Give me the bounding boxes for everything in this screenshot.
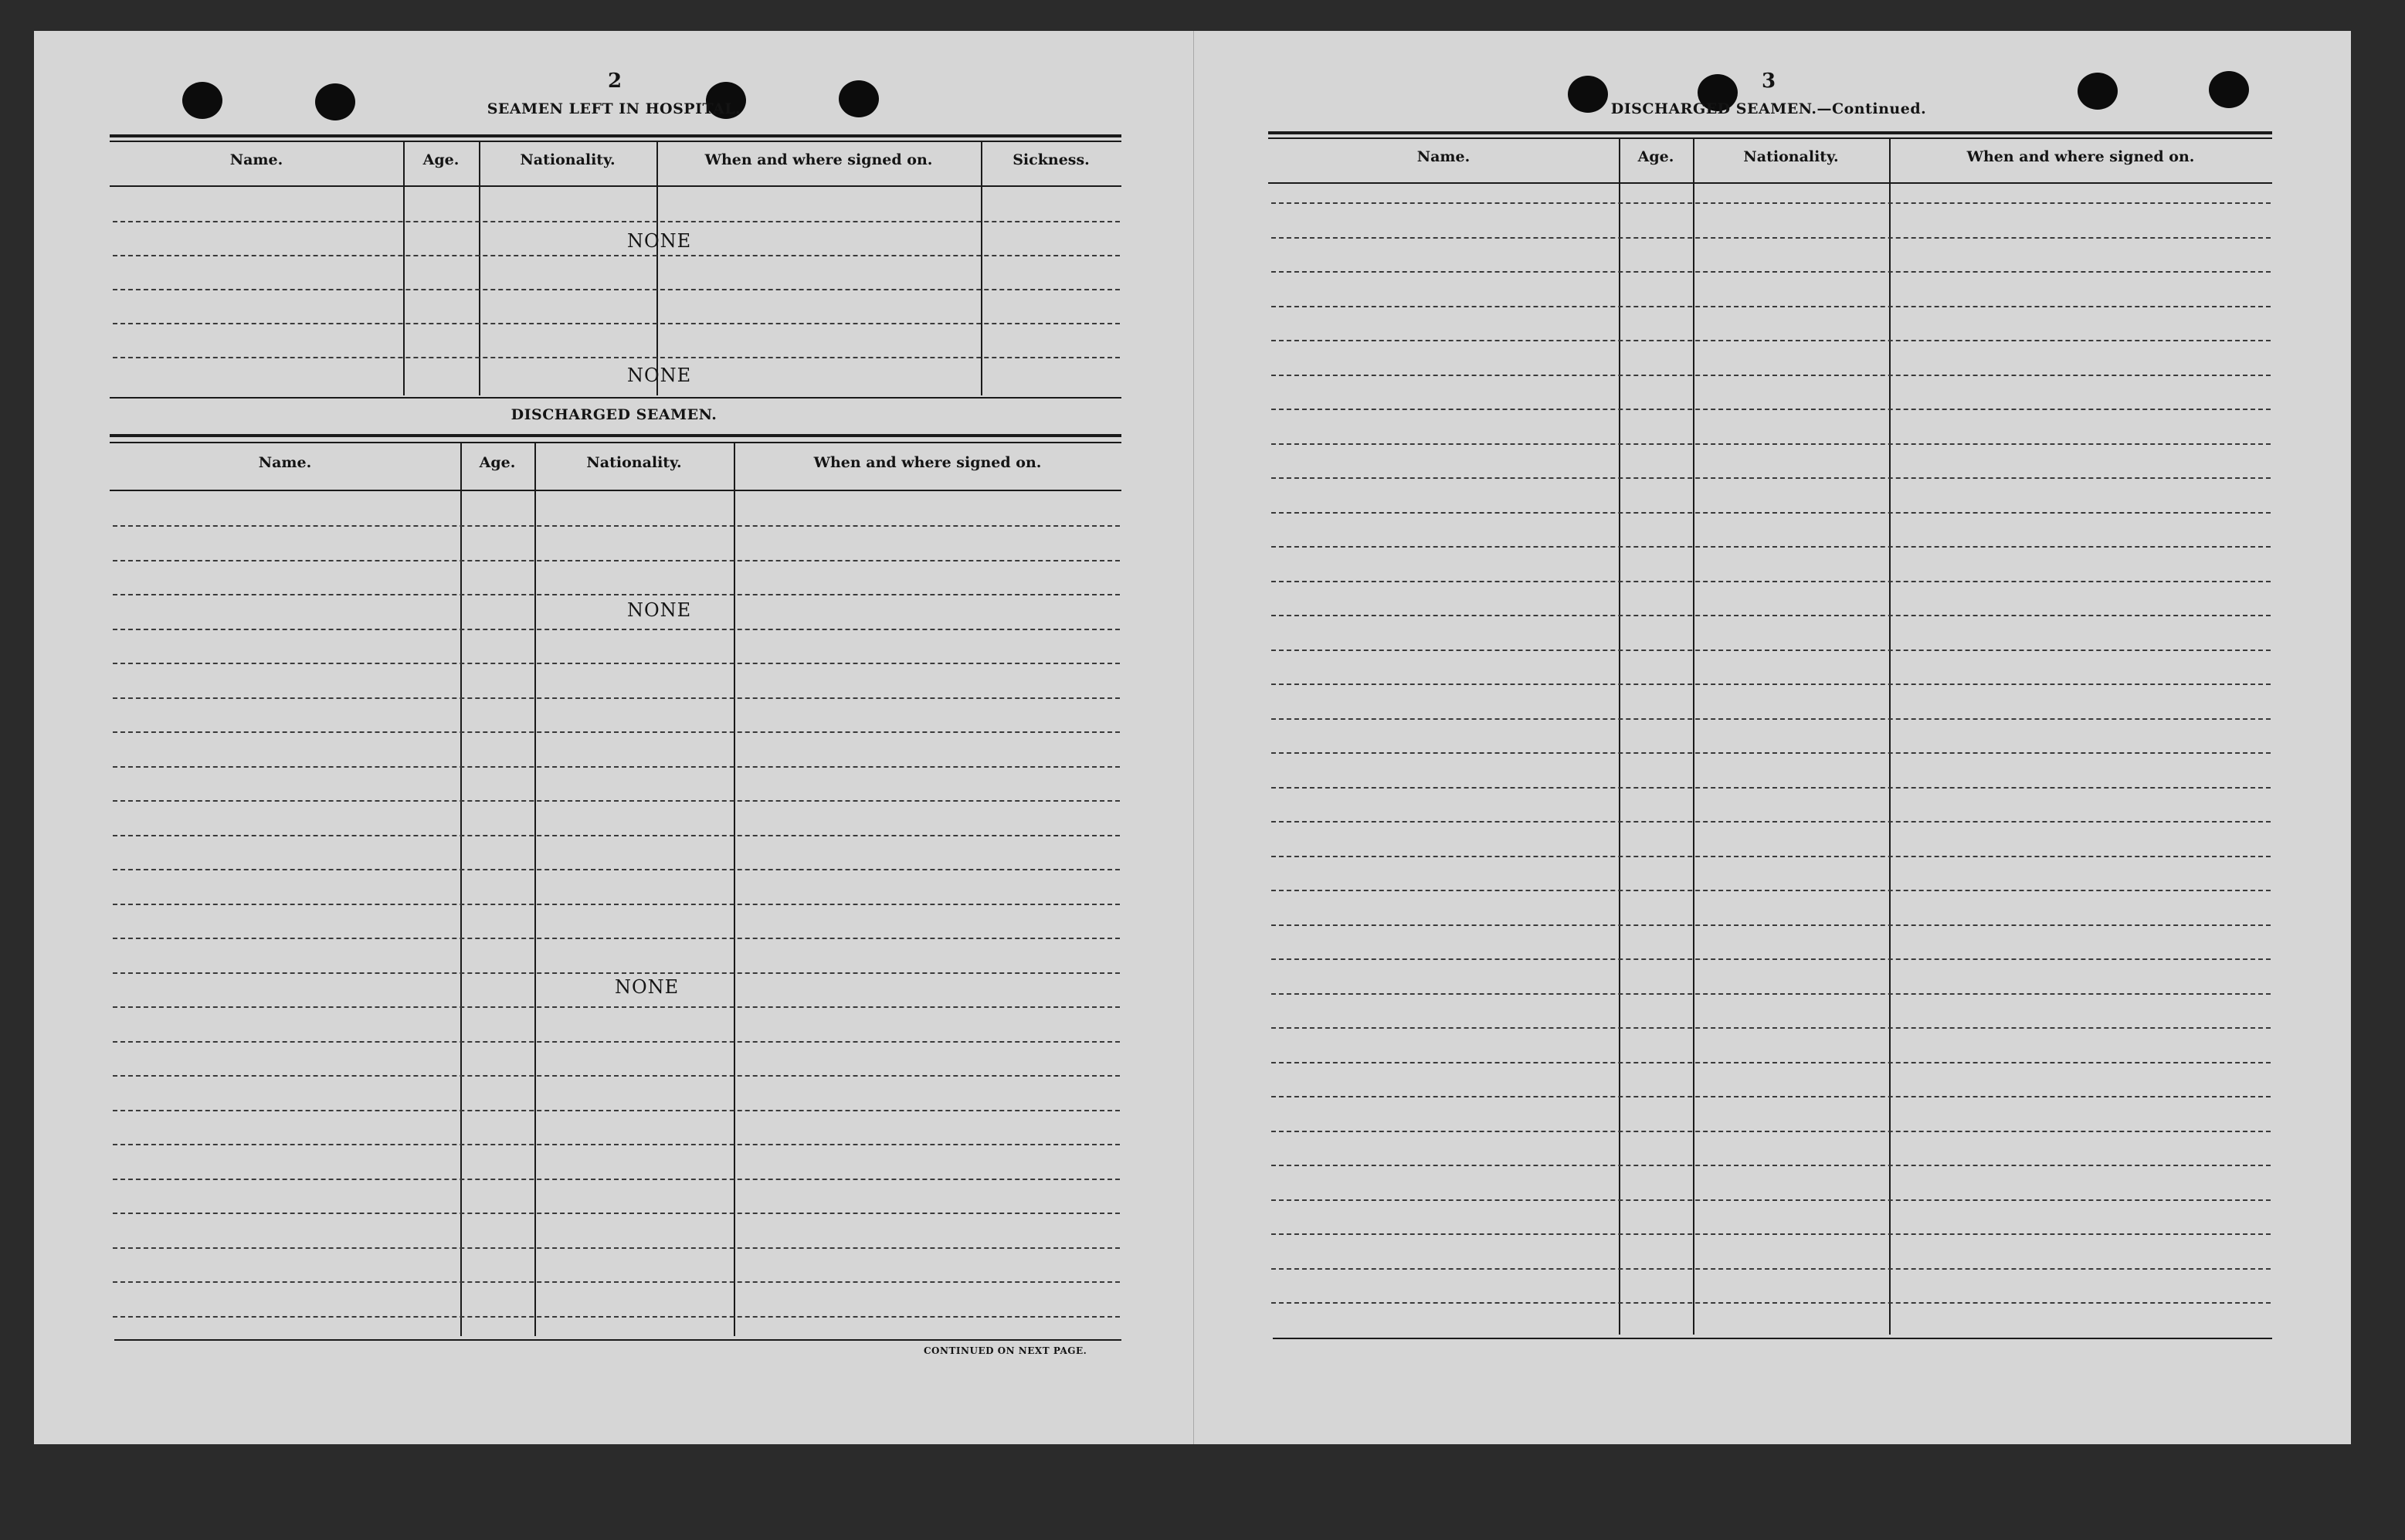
ruled-line — [113, 766, 1120, 768]
page-fold — [1193, 31, 1194, 1444]
ruled-line — [1271, 615, 2271, 616]
ruled-line — [113, 800, 1120, 802]
ruled-line — [1271, 375, 2271, 376]
ruled-line — [1271, 924, 2271, 926]
ruled-line — [113, 1316, 1120, 1318]
ruled-line — [1271, 993, 2271, 995]
discharged-none-2: NONE — [615, 976, 680, 998]
ruled-line — [1271, 1199, 2271, 1201]
punch-hole — [315, 83, 355, 120]
hospital-section-title: SEAMEN LEFT IN HOSPITAL. — [487, 100, 741, 117]
ruled-line — [113, 663, 1120, 664]
ruled-line — [1271, 718, 2271, 720]
ruled-line — [1271, 443, 2271, 445]
col-name: Name. — [1416, 148, 1470, 165]
ruled-line — [1271, 856, 2271, 857]
ruled-line — [1271, 477, 2271, 479]
ruled-line — [113, 1247, 1120, 1249]
ruled-line — [1271, 340, 2271, 341]
ruled-line — [1271, 1165, 2271, 1166]
page-number: 2 — [607, 70, 622, 93]
continued-note: CONTINUED ON NEXT PAGE. — [924, 1345, 1087, 1356]
discharged-none-1: NONE — [627, 599, 692, 621]
ruled-line — [113, 697, 1120, 699]
ruled-line — [1271, 1131, 2271, 1132]
ruled-line — [113, 904, 1120, 905]
ruled-line — [1271, 1268, 2271, 1270]
col-age: Age. — [479, 454, 516, 471]
col-signed-on: When and where signed on. — [813, 454, 1042, 471]
ruled-line — [1271, 684, 2271, 685]
ruled-line — [113, 1110, 1120, 1111]
ruled-line — [1271, 512, 2271, 514]
ruled-line — [1271, 1302, 2271, 1304]
document-sheet — [34, 31, 2351, 1444]
col-signed-on: When and where signed on. — [1966, 148, 2195, 165]
punch-hole — [182, 82, 222, 119]
ruled-line — [113, 972, 1120, 974]
ruled-line — [1271, 409, 2271, 410]
ruled-line — [113, 560, 1120, 561]
ruled-line — [113, 1213, 1120, 1214]
ruled-line — [113, 938, 1120, 939]
hospital-none-2: NONE — [627, 365, 692, 386]
ruled-line — [113, 525, 1120, 527]
discharged-continued-title: DISCHARGED SEAMEN.—Continued. — [1610, 100, 1927, 117]
ruled-line — [1271, 1062, 2271, 1063]
ruled-line — [113, 1144, 1120, 1145]
ruled-line — [1271, 1027, 2271, 1029]
ruled-line — [1271, 1096, 2271, 1097]
ruled-line — [113, 1179, 1120, 1180]
col-name: Name. — [258, 454, 312, 471]
ruled-line — [1271, 1233, 2271, 1235]
ruled-line — [113, 731, 1120, 733]
ruled-line — [1271, 581, 2271, 582]
punch-hole — [2078, 73, 2118, 110]
ruled-line — [1271, 237, 2271, 239]
ruled-line — [1271, 821, 2271, 823]
ruled-line — [1271, 202, 2271, 204]
ruled-line — [1271, 958, 2271, 960]
punch-hole — [2209, 71, 2249, 108]
ruled-line — [113, 1075, 1120, 1077]
ruled-line — [1271, 306, 2271, 307]
ruled-line — [1271, 752, 2271, 754]
ruled-line — [113, 869, 1120, 870]
ruled-line — [1271, 787, 2271, 789]
ruled-line — [1271, 271, 2271, 273]
punch-hole — [839, 80, 879, 117]
col-nationality: Nationality. — [586, 454, 682, 471]
ruled-line — [1271, 890, 2271, 891]
ruled-line — [113, 1041, 1120, 1043]
page-number: 3 — [1761, 70, 1776, 93]
ruled-line — [1271, 546, 2271, 548]
ruled-line — [1271, 650, 2271, 651]
col-nationality: Nationality. — [1743, 148, 1839, 165]
hospital-none-1: NONE — [627, 230, 692, 252]
ruled-line — [113, 594, 1120, 595]
ruled-line — [113, 629, 1120, 630]
ruled-line — [113, 835, 1120, 836]
ruled-line — [113, 1281, 1120, 1283]
col-age: Age. — [422, 151, 460, 168]
col-signed-on: When and where signed on. — [704, 151, 933, 168]
ruled-line — [113, 1006, 1120, 1008]
col-name: Name. — [229, 151, 283, 168]
col-sickness: Sickness. — [1013, 151, 1090, 168]
col-nationality: Nationality. — [520, 151, 616, 168]
col-age: Age. — [1637, 148, 1674, 165]
discharged-section-title: DISCHARGED SEAMEN. — [511, 406, 717, 423]
